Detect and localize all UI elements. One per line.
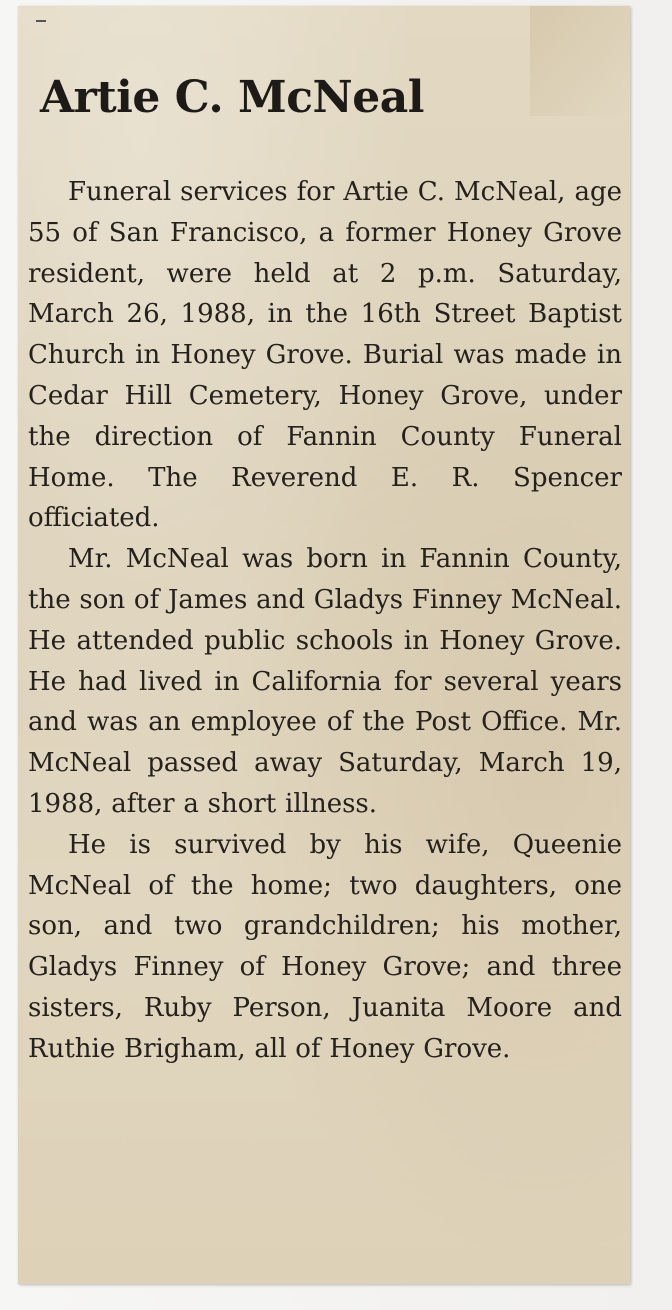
obituary-body xyxy=(28,172,622,1070)
edge-mark xyxy=(36,20,46,22)
newspaper-clipping xyxy=(18,6,630,1284)
paragraph-survivors: He is survived by his wife, Queenie McNeal of the home; two daughters, one son, and two grandchildren; his mother, Gladys Finney of Honey Grove; and three sisters, Ruby Person, Juanita Moore and Ruthie Brigham, all of Honey Grove. xyxy=(28,829,622,1064)
paragraph-biography: Mr. McNeal was born in Fannin County, the son of James and Gladys Finney McNeal. He attended public schools in Honey Grove. He had lived in California for several years and was an employee of the Post Office. Mr. McNeal passed away Saturday, March 19, 1988, after a short illness. xyxy=(28,544,622,819)
obituary-headline: Artie C. McNeal xyxy=(40,72,424,123)
paragraph-services: Funeral services for Artie C. McNeal, age 55 of San Francisco, a former Honey Grove resident, were held at 2 p.m. Saturday, March 26, 1988, in the 16th Street Baptist Church in Honey Grove. Burial was made in Cedar Hill Cemetery, Honey Grove, under the direction of Fannin County Funeral Home. The Reverend E. R. Spencer officiated. xyxy=(28,177,622,534)
